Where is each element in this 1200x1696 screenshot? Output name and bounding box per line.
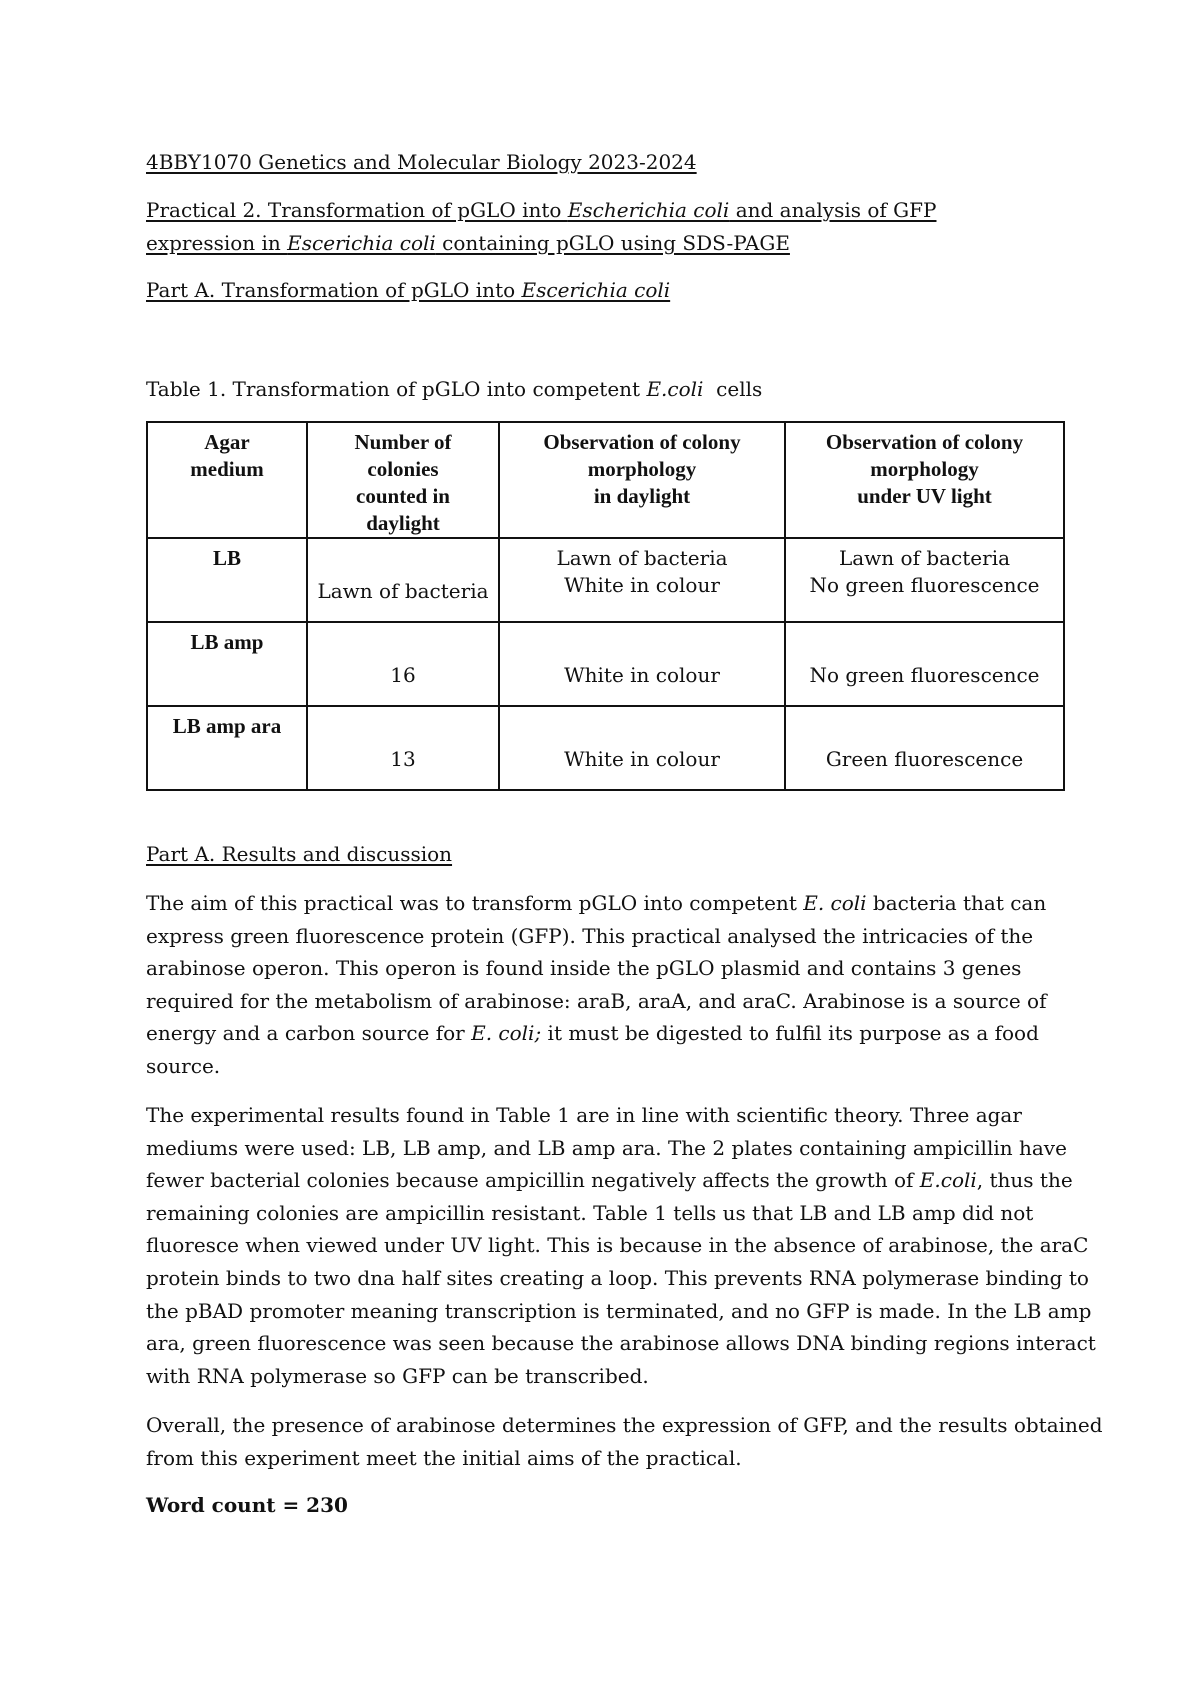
text: energy and a carbon source for bbox=[146, 1021, 472, 1046]
caption-text: Table 1. Transformation of pGLO into competent bbox=[146, 377, 647, 401]
paragraph-line: required for the metabolism of arabinose: araB, araA, and araC. Arabinose is a source of bbox=[146, 988, 1047, 1013]
header-line: colonies bbox=[367, 457, 439, 481]
text: it must be digested to fulfil its purpose as a food bbox=[541, 1021, 1039, 1046]
text: bacteria that can bbox=[866, 891, 1047, 915]
paragraph-line: remaining colonies are ampicillin resistant. Table 1 tells us that LB and LB amp did not bbox=[146, 1200, 1034, 1225]
table-row bbox=[147, 706, 1064, 790]
paragraph-conclusion bbox=[146, 1409, 1103, 1474]
table-row bbox=[147, 622, 1064, 706]
paragraph-aim bbox=[146, 887, 1066, 1083]
row-count: Lawn of bacteria bbox=[317, 579, 489, 603]
paragraph-line: mediums were used: LB, LB amp, and LB amp ara. The 2 plates containing ampicillin have bbox=[146, 1135, 1067, 1160]
text: fewer bacterial colonies because ampicillin negatively affects the growth of bbox=[146, 1168, 920, 1193]
header-daylight-observation bbox=[499, 422, 785, 538]
paragraph-line: the pBAD promoter meaning transcription is terminated, and no GFP is made. In the LB amp bbox=[146, 1298, 1092, 1323]
header-agar-medium bbox=[147, 422, 307, 538]
row-count: 16 bbox=[390, 663, 416, 687]
heading-species: Escerichia coli bbox=[521, 278, 671, 302]
transformation-table bbox=[146, 421, 1065, 791]
paragraph-line: ara, green fluorescence was seen because the arabinose allows DNA binding regions interact bbox=[146, 1331, 1096, 1356]
header-line: Number of bbox=[354, 430, 452, 454]
paragraph-line: source. bbox=[146, 1053, 221, 1078]
paragraph-line: The experimental results found in Table 1 are in line with scientific theory. Three agar bbox=[146, 1103, 1022, 1127]
header-line: under UV light bbox=[857, 484, 992, 508]
heading-text: Part A. Transformation of pGLO into bbox=[146, 278, 522, 302]
paragraph-line: express green fluorescence protein (GFP). This practical analysed the intricacies of the bbox=[146, 923, 1034, 948]
paragraph-line bbox=[146, 887, 1066, 920]
observation-line: No green fluorescence bbox=[809, 573, 1040, 597]
species: E.coli bbox=[919, 1168, 977, 1193]
header-line: Observation of colony bbox=[825, 430, 1024, 454]
practical-text: Practical 2. Transformation of pGLO into bbox=[146, 198, 568, 222]
table-header-row bbox=[147, 422, 1064, 538]
table-row bbox=[147, 538, 1064, 622]
header-uv-observation bbox=[785, 422, 1064, 538]
species: E. coli; bbox=[471, 1021, 542, 1046]
header-line: morphology bbox=[587, 457, 697, 481]
observation-line: Lawn of bacteria bbox=[838, 546, 1011, 570]
row-daylight bbox=[500, 545, 784, 599]
paragraph-line: Overall, the presence of arabinose determines the expression of GFP, and the results obtained bbox=[146, 1413, 1103, 1437]
header-line: Agar bbox=[204, 430, 250, 454]
practical-text: expression in bbox=[146, 231, 288, 255]
header-line: daylight bbox=[366, 511, 440, 535]
row-uv: No green fluorescence bbox=[809, 663, 1040, 687]
course-title: 4BBY1070 Genetics and Molecular Biology 2023-2024 bbox=[146, 150, 697, 174]
row-medium: LB bbox=[212, 546, 241, 570]
row-count: 13 bbox=[390, 747, 416, 771]
practical-species: Escerichia coli bbox=[287, 231, 436, 255]
results-heading: Part A. Results and discussion bbox=[146, 842, 453, 866]
row-medium: LB amp ara bbox=[172, 714, 282, 738]
paragraph-line: with RNA polymerase so GFP can be transcribed. bbox=[146, 1363, 649, 1388]
text: , thus the bbox=[976, 1168, 1073, 1193]
header-colony-count bbox=[307, 422, 499, 538]
caption-species: E.coli bbox=[646, 377, 704, 401]
paragraph-line: fluoresce when viewed under UV light. This is because in the absence of arabinose, the araC bbox=[146, 1233, 1089, 1258]
header-line: Observation of colony bbox=[543, 430, 741, 454]
row-daylight: White in colour bbox=[564, 747, 720, 771]
text: The aim of this practical was to transform pGLO into competent bbox=[146, 891, 804, 915]
paragraph-line: protein binds to two dna half sites creating a loop. This prevents RNA polymerase binding to bbox=[146, 1265, 1089, 1290]
row-uv: Green fluorescence bbox=[825, 747, 1024, 771]
row-daylight: White in colour bbox=[564, 663, 720, 687]
practical-title-line-2 bbox=[146, 227, 790, 260]
header-line: morphology bbox=[870, 457, 979, 481]
caption-text: cells bbox=[703, 377, 763, 401]
paragraph-line: from this experiment meet the initial aims of the practical. bbox=[146, 1445, 742, 1470]
row-uv bbox=[786, 545, 1063, 599]
word-count: Word count = 230 bbox=[146, 1493, 348, 1517]
practical-text: containing pGLO using SDS-PAGE bbox=[435, 231, 790, 255]
practical-text: and analysis of GFP bbox=[729, 198, 937, 222]
practical-title-line-1 bbox=[146, 194, 936, 227]
observation-line: Lawn of bacteria bbox=[556, 546, 728, 570]
observation-line: White in colour bbox=[564, 573, 720, 597]
part-a-heading bbox=[146, 274, 670, 307]
paragraph-results bbox=[146, 1099, 1096, 1392]
paragraph-line: arabinose operon. This operon is found inside the pGLO plasmid and contains 3 genes bbox=[146, 956, 1022, 981]
row-medium: LB amp bbox=[190, 630, 264, 654]
paragraph-line bbox=[146, 1017, 1066, 1050]
header-line: counted in bbox=[356, 484, 450, 508]
species: E. coli bbox=[803, 891, 867, 915]
paragraph-line bbox=[146, 1164, 1073, 1197]
practical-species: Escherichia coli bbox=[567, 198, 730, 222]
header-line: in daylight bbox=[593, 484, 691, 508]
header-line: medium bbox=[190, 457, 264, 481]
table-caption bbox=[146, 373, 762, 406]
